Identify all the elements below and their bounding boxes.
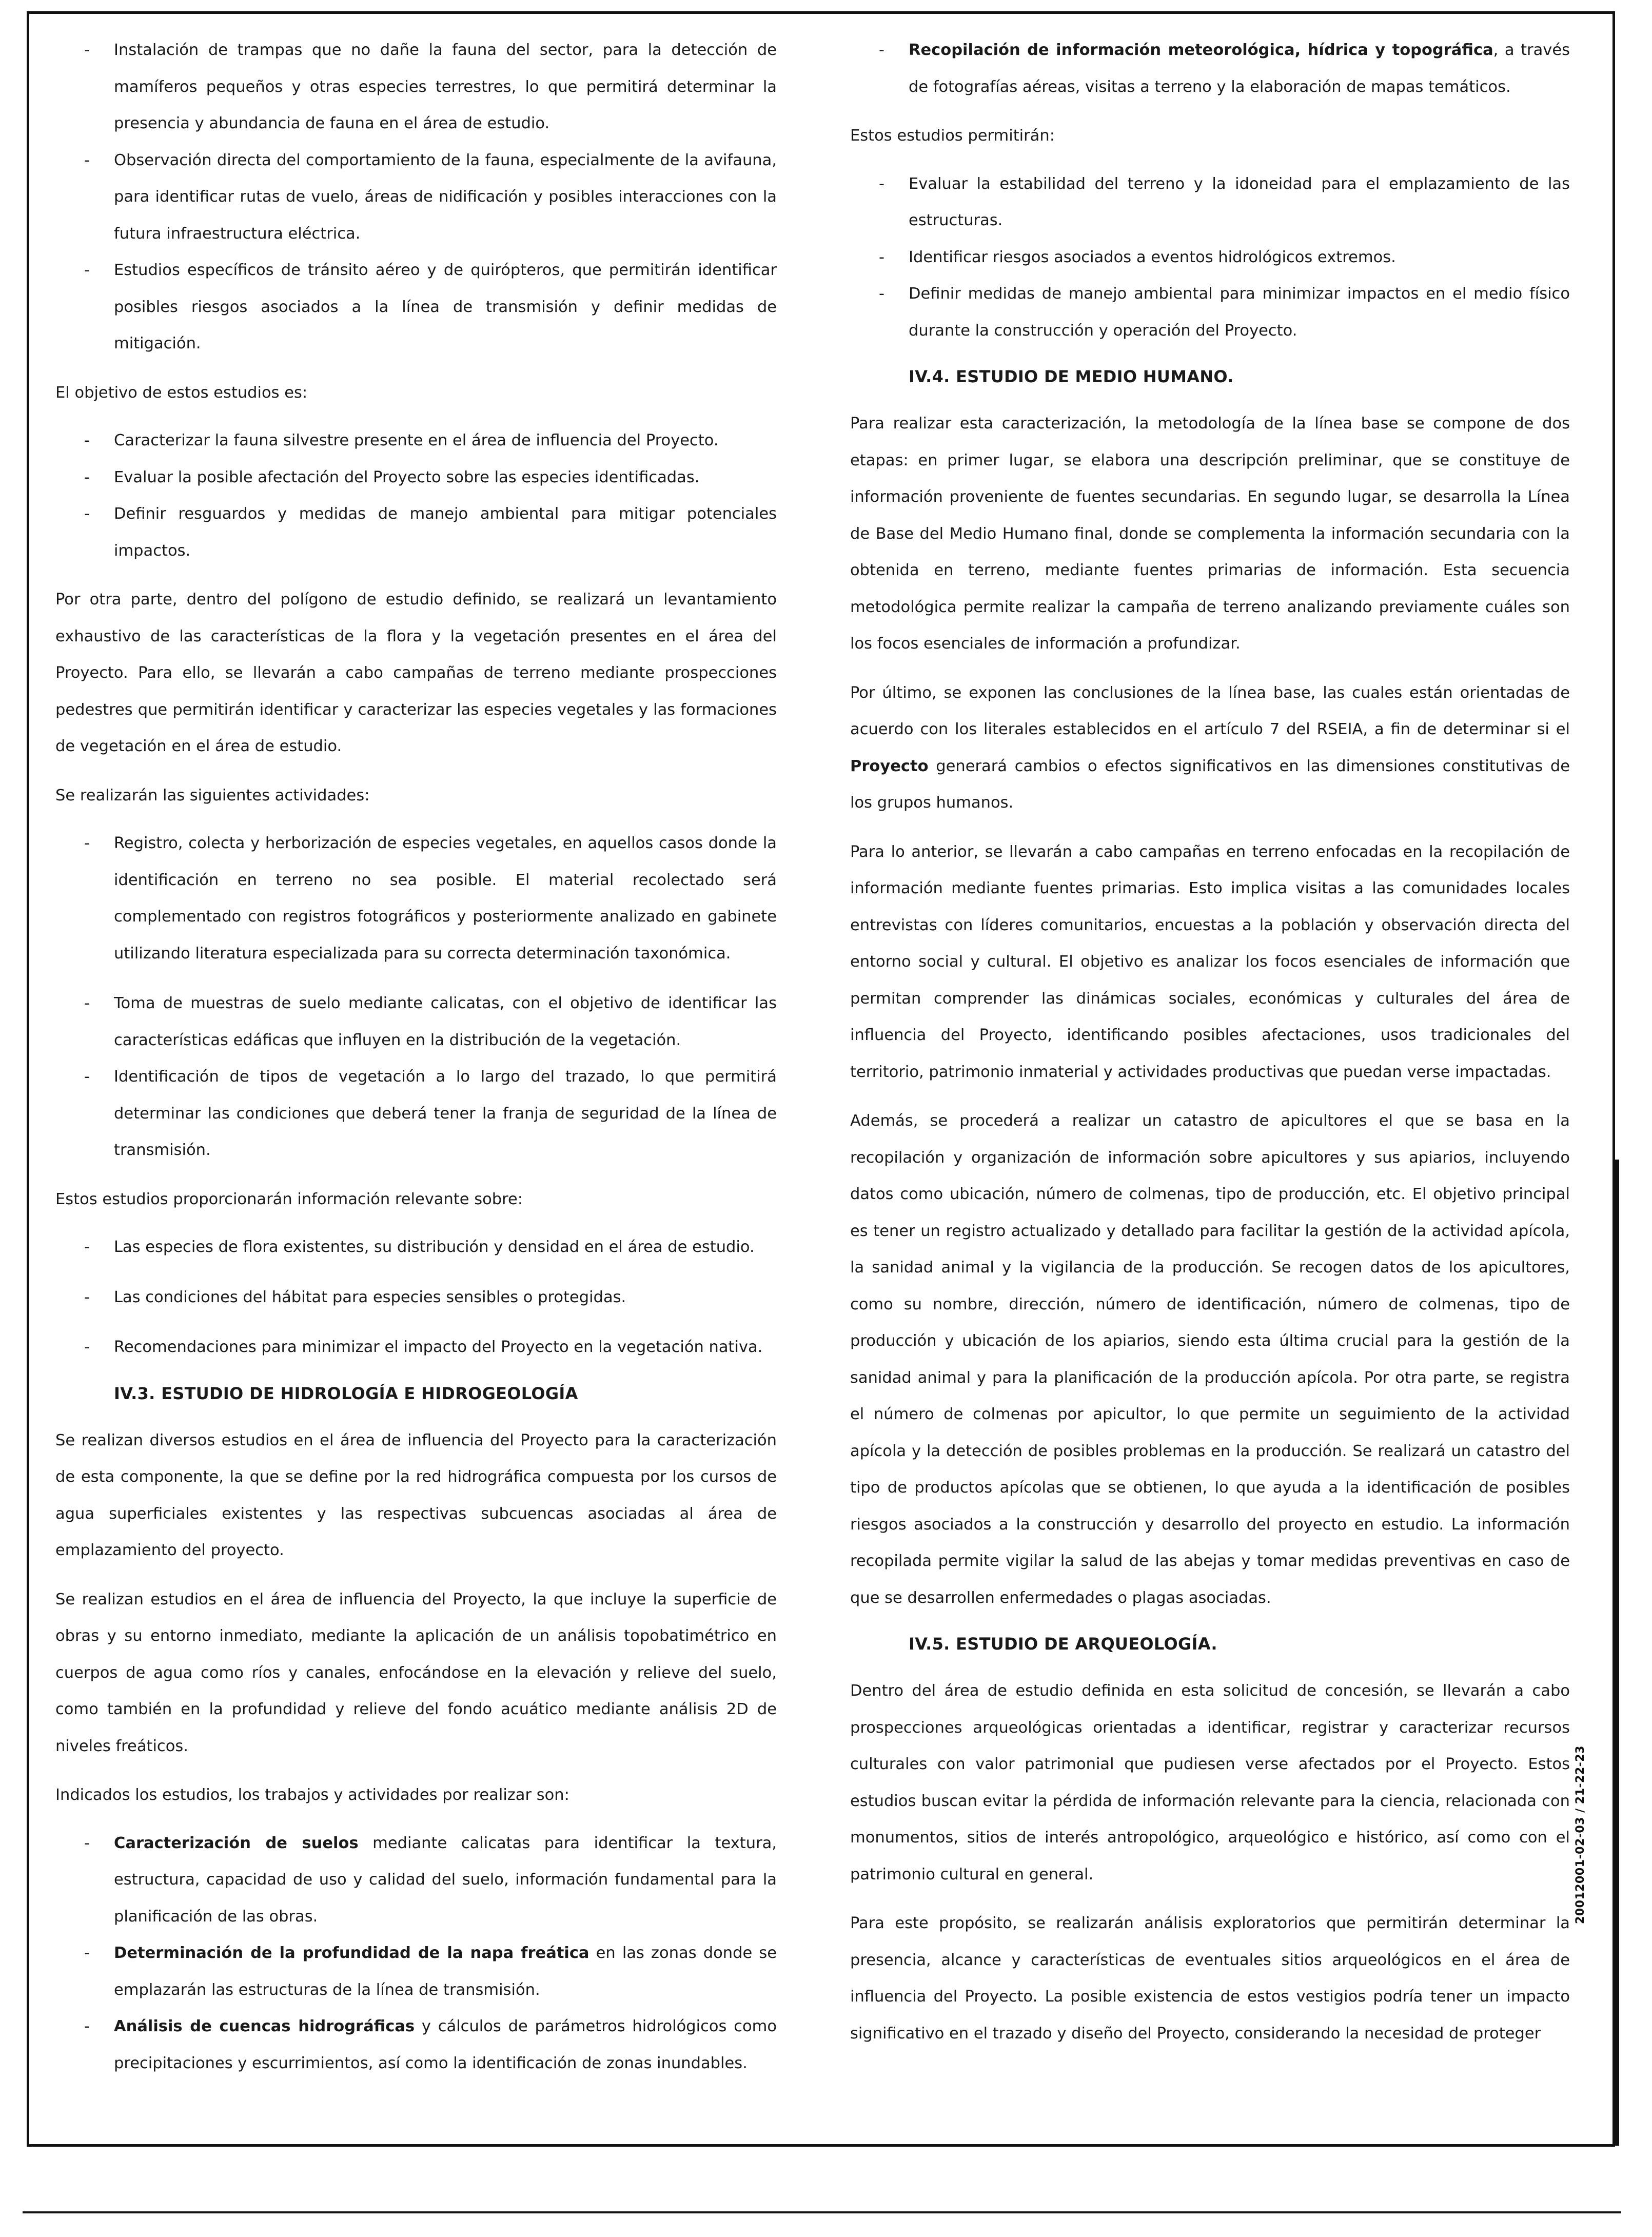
list-item: - Evaluar la posible afectación del Proyecto sobre las especies identificadas.	[55, 459, 777, 496]
list-item-bold: Recopilación de información meteorológica, hídrica y topográfica	[909, 41, 1493, 59]
arch-paragraph-2: Para este propósito, se realizarán análisis exploratorios que permitirán determinar la presencia, alcance y características de eventuales sitios arqueológicos en el área de influencia del Proyecto. La posible existencia de estos vestigios podría tener un impacto significativo en el trazado y diseño del Proyecto, considerando la necesidad de proteger	[850, 1914, 1570, 2043]
list-item: - Definir resguardos y medidas de manejo ambiental para mitigar potenciales impactos.	[55, 496, 777, 569]
list-item: - Caracterizar la fauna silvestre presente en el área de influencia del Proyecto.	[55, 422, 777, 459]
section-title-archaeology: IV.5. ESTUDIO DE ARQUEOLOGÍA.	[909, 1634, 1217, 1654]
list-item-bold: Caracterización de suelos	[114, 1834, 359, 1852]
hydro-intro: Indicados los estudios, los trabajos y actividades por realizar son:	[55, 1786, 569, 1804]
list-item: - Las condiciones del hábitat para especies sensibles o protegidas.	[55, 1279, 777, 1316]
permit-intro: Estos estudios permitirán:	[850, 127, 1055, 145]
list-item	[55, 1825, 777, 1935]
paragraph-text: generará cambios o efectos significativos en las dimensiones constitutivas de los grupos humanos.	[850, 757, 1570, 812]
info-intro: Estos estudios proporcionarán información relevante sobre:	[55, 1190, 523, 1208]
list-item: - Toma de muestras de suelo mediante calicatas, con el objetivo de identificar las características edáficas que influyen en la distribución de la vegetación.	[55, 985, 777, 1058]
footer-rule	[23, 2211, 1621, 2213]
list-item: - Identificación de tipos de vegetación a lo largo del trazado, lo que permitirá determinar las condiciones que deberá tener la franja de seguridad de la línea de transmisión.	[55, 1058, 777, 1169]
list-item: - Instalación de trampas que no dañe la fauna del sector, para la detección de mamíferos pequeños y otras especies terrestres, lo que permitirá determinar la presencia y abundancia de fauna en el área de estudio.	[55, 32, 777, 142]
section-title-human: IV.4. ESTUDIO DE MEDIO HUMANO.	[909, 367, 1234, 386]
objective-intro: El objetivo de estos estudios es:	[55, 383, 308, 402]
list-item	[55, 1935, 777, 2008]
hydro-paragraph-1: Se realizan diversos estudios en el área de influencia del Proyecto para la caracterización de esta componente, la que se define por la red hidrográfica compuesta por los cursos de agua superficiales existentes y las respectivas subcuencas asociadas al área de emplazamiento del proyecto.	[55, 1431, 777, 1559]
margin-document-code: 20012001-02-03 / 21-22-23	[1574, 1745, 1587, 1924]
list-item: - Identificar riesgos asociados a eventos hidrológicos extremos.	[850, 239, 1570, 276]
list-item-bold: Determinación de la profundidad de la napa freática	[114, 1944, 589, 1962]
flora-paragraph: Por otra parte, dentro del polígono de estudio definido, se realizará un levantamiento exhaustivo de las características de la flora y la vegetación presentes en el área del Proyecto. Para ello, se llevarán a cabo campañas de terreno mediante prospecciones pedestres que permitirán identificar y caracterizar las especies vegetales y las formaciones de vegetación en el área de estudio.	[55, 591, 777, 755]
arch-paragraph-1: Dentro del área de estudio definida en esta solicitud de concesión, se llevarán a cabo prospecciones arqueológicas orientadas a identificar, registrar y caracterizar recursos culturales con valor patrimonial que pudiesen verse afectados por el Proyecto. Estos estudios buscan evitar la pérdida de información relevante para la ciencia, relacionada con monumentos, sitios de interés antropológico, arqueológico e histórico, así como con el patrimonio cultural en general.	[850, 1682, 1570, 1883]
human-paragraph-3: Para lo anterior, se llevarán a cabo campañas en terreno enfocadas en la recopilación de información mediante fuentes primarias. Esto implica visitas a las comunidades locales entrevistas con líderes comunitarios, encuestas a la población y observación directa del entorno social y cultural. El objetivo es analizar los focos esenciales de información que permitan comprender las dinámicas sociales, económicas y culturales del área de influencia del Proyecto, identificando posibles afectaciones, usos tradicionales del territorio, patrimonio inmaterial y actividades productivas que puedan verse impactadas.	[850, 842, 1570, 1081]
list-item: - Estudios específicos de tránsito aéreo y de quirópteros, que permitirán identificar posibles riesgos asociados a la línea de transmisión y definir medidas de mitigación.	[55, 252, 777, 362]
human-paragraph-1: Para realizar esta caracterización, la metodología de la línea base se compone de dos etapas: en primer lugar, se elabora una descripción preliminar, que se constituye de información proveniente de fuentes secundarias. En segundo lugar, se desarrolla la Línea de Base del Medio Humano final, donde se complementa la información secundaria con la obtenida en terreno, mediante fuentes primarias de información. Esta secuencia metodológica permite realizar la campaña de terreno analizando previamente cuáles son los focos esenciales de información a profundizar.	[850, 415, 1570, 653]
activities-list	[55, 825, 777, 1169]
list-item-text: en las zonas donde se emplazarán las estructuras de la línea de transmisión.	[114, 1944, 777, 1999]
left-column	[55, 32, 777, 2094]
list-item: - Registro, colecta y herborización de especies vegetales, en aquellos casos donde la identificación en terreno no sea posible. El material recolectado será complementado con registros fotográficos y posteriormente analizado en gabinete utilizando literatura especializada para su correcta determinación taxonómica.	[55, 825, 777, 972]
list-item-text: y cálculos de parámetros hidrológicos como precipitaciones y escurrimientos, así como la identificación de zonas inundables.	[114, 2017, 777, 2072]
hydro-work-list-continued	[850, 32, 1570, 105]
hydro-paragraph-2: Se realizan estudios en el área de influencia del Proyecto, la que incluye la superficie de obras y su entorno inmediato, mediante la aplicación de un análisis topobatimétrico en cuerpos de agua como ríos y canales, enfocándose en la elevación y relieve del suelo, como también en la profundidad y relieve del fondo acuático mediante análisis 2D de niveles freáticos.	[55, 1590, 777, 1755]
objective-list	[55, 422, 777, 569]
list-item: - Definir medidas de manejo ambiental para minimizar impactos en el medio físico durante la construcción y operación del Proyecto.	[850, 276, 1570, 349]
human-paragraph-2	[850, 675, 1570, 821]
info-list	[55, 1229, 777, 1366]
list-item	[55, 2008, 777, 2082]
list-item-text: mediante calicatas para identificar la textura, estructura, capacidad de uso y calidad del suelo, información fundamental para la planificación de las obras.	[114, 1834, 777, 1926]
list-item: - Recomendaciones para minimizar el impacto del Proyecto en la vegetación nativa.	[55, 1329, 777, 1366]
hydro-work-list	[55, 1825, 777, 2082]
fauna-methods-list	[55, 32, 777, 362]
human-paragraph-4: Además, se procederá a realizar un catastro de apicultores el que se basa en la recopilación y organización de información sobre apicultores y sus apiarios, incluyendo datos como ubicación, número de colmenas, tipo de producción, etc. El objetivo principal es tener un registro actualizado y detallado para facilitar la gestión de la actividad apícola, la sanidad animal y la vigilancia de la producción. Se recogen datos de los apicultores, como su nombre, dirección, número de identificación, número de colmenas, tipo de producción y ubicación de los apiarios, siendo esta última crucial para la gestión de la sanidad animal y para la planificación de la producción apícola. Por otra parte, se registra el número de colmenas por apicultor, lo que permite un seguimiento de la actividad apícola y la detección de posibles problemas en la producción. Se realizará un catastro del tipo de productos apícolas que se obtienen, lo que ayuda a la identificación de posibles riesgos asociados a la construcción y desarrollo del proyecto en estudio. La información recopilada permite vigilar la salud de las abejas y tomar medidas preventivas en caso de que se desarrollen enfermedades o plagas asociadas.	[850, 1112, 1570, 1607]
list-item-bold: Análisis de cuencas hidrográficas	[114, 2017, 415, 2035]
section-title-hydrology: IV.3. ESTUDIO DE HIDROLOGÍA E HIDROGEOLOGÍA	[114, 1383, 578, 1403]
margin-bar	[1615, 1160, 1619, 2146]
list-item: - Las especies de flora existentes, su distribución y densidad en el área de estudio.	[55, 1229, 777, 1266]
list-item: - Observación directa del comportamiento de la fauna, especialmente de la avifauna, para identificar rutas de vuelo, áreas de nidificación y posibles interacciones con la futura infraestructura eléctrica.	[55, 142, 777, 252]
list-item	[850, 32, 1570, 105]
right-column	[850, 32, 1570, 2064]
paragraph-bold: Proyecto	[850, 757, 929, 775]
paragraph-text: Por último, se exponen las conclusiones de la línea base, las cuales están orientadas de acuerdo con los literales establecidos en el artículo 7 del RSEIA, a fin de determinar si el	[850, 683, 1570, 738]
list-item: - Evaluar la estabilidad del terreno y la idoneidad para el emplazamiento de las estructuras.	[850, 166, 1570, 239]
permit-list	[850, 166, 1570, 349]
activities-intro: Se realizarán las siguientes actividades:	[55, 786, 370, 804]
list-item-text: , a través de fotografías aéreas, visitas a terreno y la elaboración de mapas temáticos.	[909, 41, 1570, 96]
